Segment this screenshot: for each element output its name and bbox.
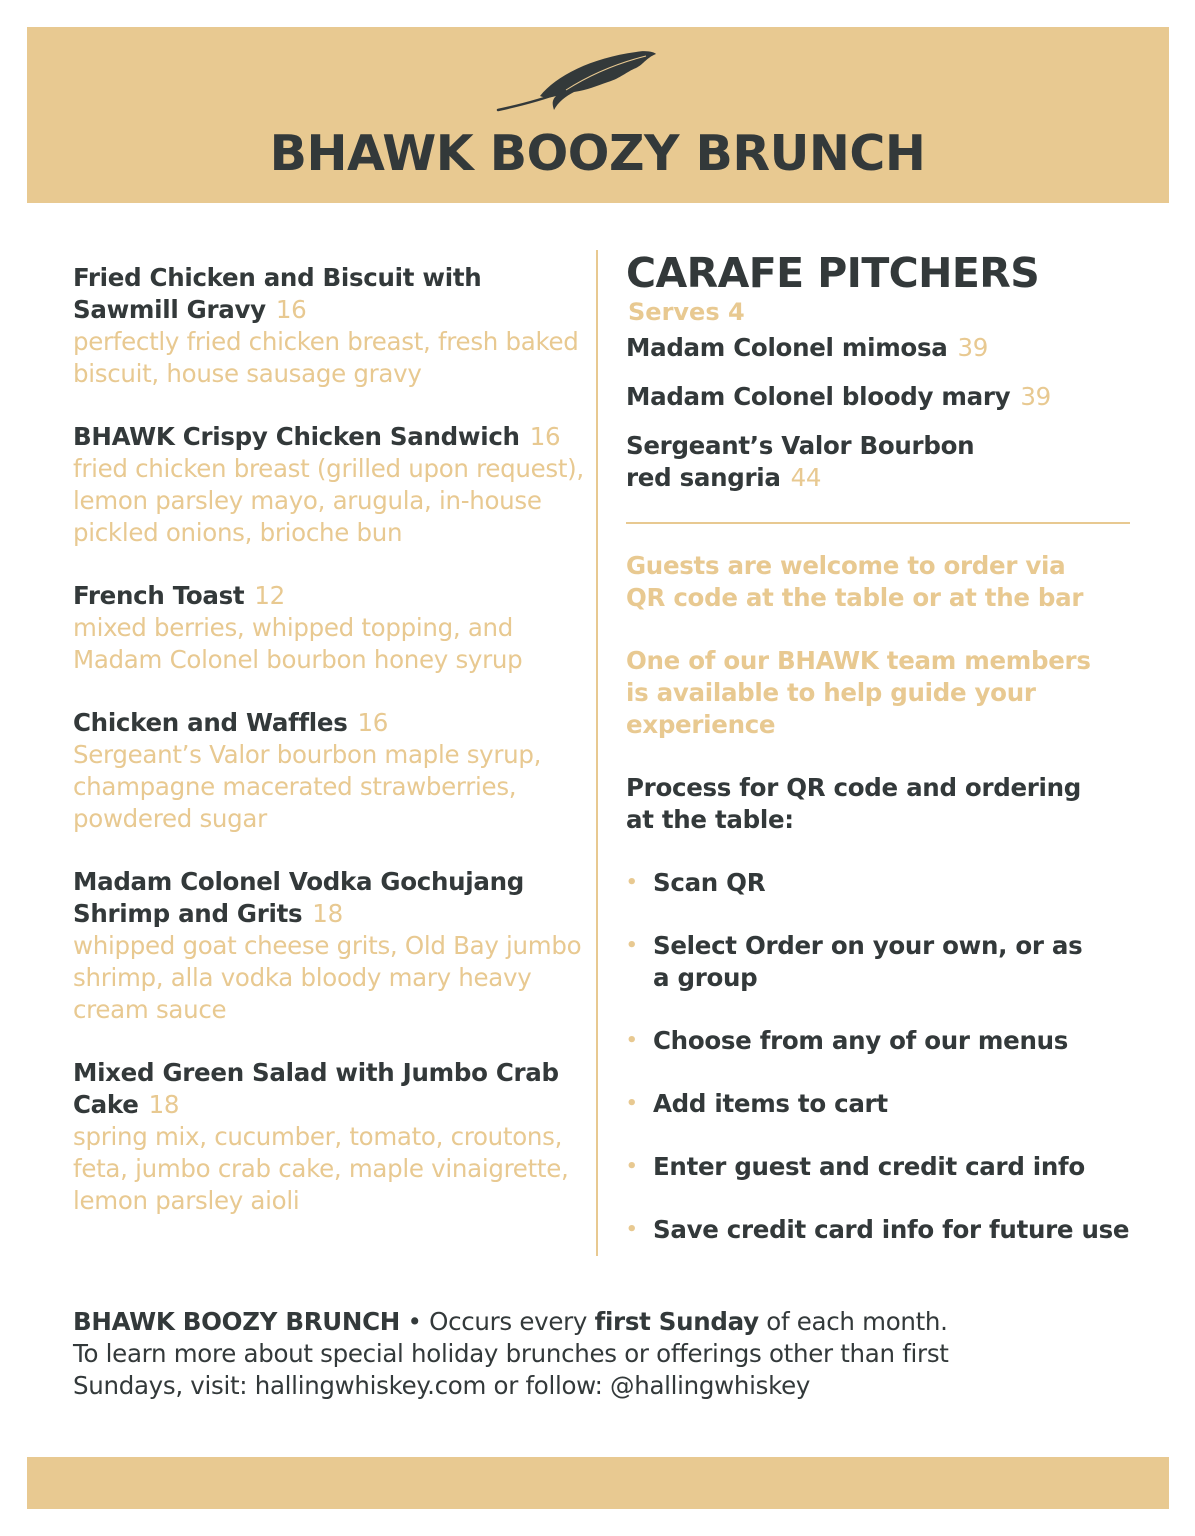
process-step (626, 1088, 1136, 1120)
menu-item (73, 262, 588, 390)
menu-item-name: BHAWK Crispy Chicken Sandwich (73, 422, 520, 451)
menu-item (73, 707, 588, 835)
process-step (626, 1151, 1136, 1183)
footer-occurs-bold: first Sunday (594, 1307, 759, 1336)
process-step-text: Add items to cart (653, 1089, 888, 1118)
carafe-title: CARAFE PITCHERS (626, 249, 1040, 297)
process-step-text: Scan QR (653, 868, 766, 897)
menu-item-price: 16 (529, 422, 561, 451)
menu-item-description: Sergeant’s Valor bourbon maple syrup, champagne macerated strawberries, powdered sugar (73, 740, 542, 833)
footer-separator: • (399, 1307, 430, 1336)
process-step-text: Select Order on your own, or as a group (653, 931, 1083, 992)
menu-item-price: 18 (312, 899, 343, 928)
pitcher-price: 39 (1020, 382, 1051, 411)
menu-item (73, 421, 588, 549)
menu-item-name: Fried Chicken and Biscuit with Sawmill Gravy (73, 263, 482, 324)
bullet-icon: • (626, 1030, 638, 1051)
footer-info (73, 1306, 1133, 1402)
menu-item (73, 1057, 588, 1217)
pitcher-name: Madam Colonel mimosa (626, 333, 948, 362)
pitcher-item (626, 430, 986, 494)
pitcher-price: 39 (957, 333, 989, 362)
bullet-icon: • (626, 935, 638, 956)
footer-learn-more: To learn more about special holiday brunches or offerings other than first Sundays, visit: hallingwhiskey.com or follow: @hallingwhiskey (73, 1339, 949, 1400)
process-steps (626, 867, 1136, 1246)
process-step (626, 1214, 1136, 1246)
footer-brand: BHAWK BOOZY BRUNCH (73, 1307, 400, 1336)
process-step-text: Choose from any of our menus (653, 1026, 1069, 1055)
brunch-menu (73, 262, 588, 1248)
menu-item-name: Mixed Green Salad with Jumbo Crab Cake (73, 1058, 559, 1119)
menu-item-price: 18 (148, 1090, 180, 1119)
bullet-icon: • (626, 1093, 638, 1114)
carafe-and-ordering (626, 248, 1136, 1277)
bullet-icon: • (626, 1219, 638, 1240)
pitcher-item (626, 381, 1136, 413)
menu-item (73, 866, 588, 1026)
footer-occurs-suffix: of each month. (758, 1307, 948, 1336)
menu-item-description: whipped goat cheese grits, Old Bay jumbo shrimp, alla vodka bloody mary heavy cream sauce (73, 931, 582, 1024)
menu-item-name: Chicken and Waffles (73, 708, 348, 737)
team-notice: One of our BHAWK team members is available to help guide your experience (626, 646, 1091, 739)
menu-item (73, 580, 588, 676)
bullet-icon: • (626, 872, 638, 893)
qr-notice: Guests are welcome to order via QR code at the table or at the bar (626, 551, 1084, 612)
page-title: BHAWK BOOZY BRUNCH (269, 125, 926, 182)
menu-item-name: Madam Colonel Vodka Gochujang Shrimp and Grits (73, 867, 524, 928)
menu-item-price: 16 (275, 295, 307, 324)
footer-band (27, 1457, 1169, 1509)
process-step (626, 930, 1093, 994)
footer-occurs-prefix: Occurs every (429, 1307, 595, 1336)
menu-item-name: French Toast (73, 581, 245, 610)
pitcher-item (626, 332, 1136, 364)
process-step-text: Enter guest and credit card info (653, 1152, 1085, 1181)
bullet-icon: • (626, 1156, 638, 1177)
column-divider (596, 250, 598, 1256)
menu-item-description: mixed berries, whipped topping, and Madam Colonel bourbon honey syrup (73, 613, 523, 674)
pitcher-price: 44 (790, 463, 822, 492)
menu-item-price: 16 (357, 708, 389, 737)
menu-item-description: perfectly fried chicken breast, fresh baked biscuit, house sausage gravy (73, 327, 579, 388)
menu-item-description: spring mix, cucumber, tomato, croutons, feta, jumbo crab cake, maple vinaigrette, lemon parsley aioli (73, 1122, 569, 1215)
process-step (626, 867, 1136, 899)
menu-item-price: 12 (254, 581, 285, 610)
carafe-serves: Serves 4 (628, 298, 745, 326)
process-step-text: Save credit card info for future use (653, 1215, 1130, 1244)
process-title: Process for QR code and ordering at the table: (626, 773, 1082, 834)
feather-icon (496, 46, 658, 114)
pitcher-name: Sergeant’s Valor Bourbon red sangria (626, 431, 975, 492)
menu-item-description: fried chicken breast (grilled upon request), lemon parsley mayo, arugula, in-house pickled onions, brioche bun (73, 454, 584, 547)
pitcher-name: Madam Colonel bloody mary (626, 382, 1011, 411)
section-divider (626, 522, 1130, 524)
process-step (626, 1025, 1136, 1057)
